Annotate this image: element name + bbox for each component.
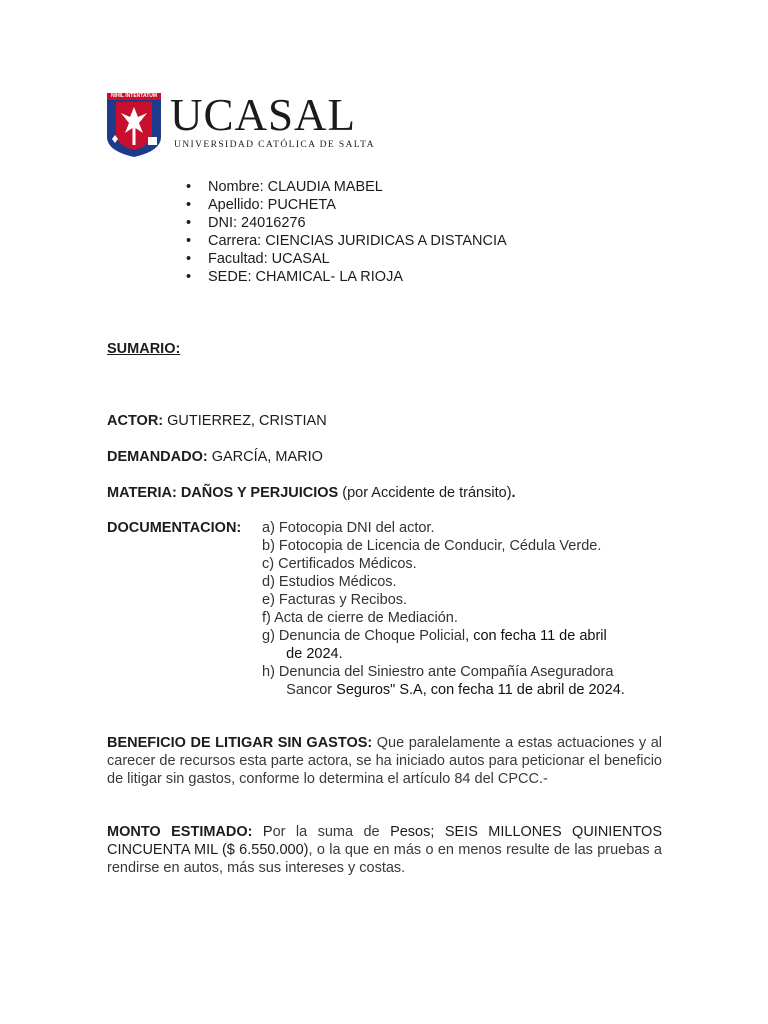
- documentacion-label: DOCUMENTACION:: [107, 520, 242, 536]
- demandado-label: DEMANDADO:: [107, 449, 208, 465]
- crest-banner-text: NIHIL INTENTATUM: [110, 93, 158, 99]
- materia-line: [107, 484, 516, 502]
- documentacion-list: [262, 519, 625, 699]
- actor-label: ACTOR:: [107, 413, 164, 429]
- list-item: • Facultad: UCASAL: [184, 250, 507, 268]
- beneficio-label: BENEFICIO DE LITIGAR SIN GASTOS:: [107, 735, 373, 751]
- ucasal-subtitle: UNIVERSIDAD CATÓLICA DE SALTA: [174, 139, 375, 150]
- list-item: g) Denuncia de Choque Policial, con fecha 11 de abril: [262, 628, 607, 644]
- demandado-line: [107, 448, 323, 466]
- list-item: • DNI: 24016276: [184, 214, 507, 232]
- list-item: b) Fotocopia de Licencia de Conducir, Cédula Verde.: [262, 538, 602, 554]
- student-info-list: [184, 178, 507, 286]
- ucasal-crest-logo: [107, 93, 161, 157]
- list-item: d) Estudios Médicos.: [262, 574, 397, 590]
- materia-value: (por Accidente de tránsito): [338, 485, 512, 501]
- list-item: • Carrera: CIENCIAS JURIDICAS A DISTANCIA: [184, 232, 507, 250]
- list-item: a) Fotocopia DNI del actor.: [262, 520, 435, 536]
- monto-label: MONTO ESTIMADO:: [107, 824, 253, 840]
- actor-line: [107, 412, 327, 430]
- beneficio-paragraph: [107, 734, 662, 788]
- list-item: e) Facturas y Recibos.: [262, 592, 408, 608]
- materia-end: .: [511, 485, 516, 501]
- list-item: • SEDE: CHAMICAL- LA RIOJA: [184, 268, 507, 286]
- demandado-value: GARCÍA, MARIO: [207, 449, 323, 465]
- list-item: • Apellido: PUCHETA: [184, 196, 507, 214]
- list-item: • Nombre: CLAUDIA MABEL: [184, 178, 507, 196]
- materia-label: MATERIA: DAÑOS Y PERJUICIOS: [107, 485, 339, 501]
- list-item: de 2024.: [262, 646, 343, 662]
- list-item: Sancor Seguros" S.A, con fecha 11 de abril de 2024.: [262, 682, 625, 698]
- list-item: c) Certificados Médicos.: [262, 556, 417, 572]
- actor-value: GUTIERREZ, CRISTIAN: [163, 413, 327, 429]
- sumario-heading: SUMARIO:: [107, 341, 181, 357]
- list-item: f) Acta de cierre de Mediación.: [262, 610, 458, 626]
- list-item: h) Denuncia del Siniestro ante Compañía Aseguradora: [262, 664, 614, 680]
- monto-paragraph: MONTO ESTIMADO: Por la suma de Pesos; SEIS MILLONES QUINIENTOS CINCUENTA MIL ($ 6.550.000), o la que en más o en menos resulte de las pruebas a rendirse en autos, más sus intereses y costas.: [107, 824, 663, 876]
- beneficio-text: Que paralelamente a estas actuaciones y al carecer de recursos esta parte actora, se ha iniciado autos para peticionar el beneficio de litigar sin gastos, conforme lo determina el artículo 84 del CPCC.-: [107, 735, 662, 787]
- ucasal-wordmark: UCASAL: [170, 90, 357, 140]
